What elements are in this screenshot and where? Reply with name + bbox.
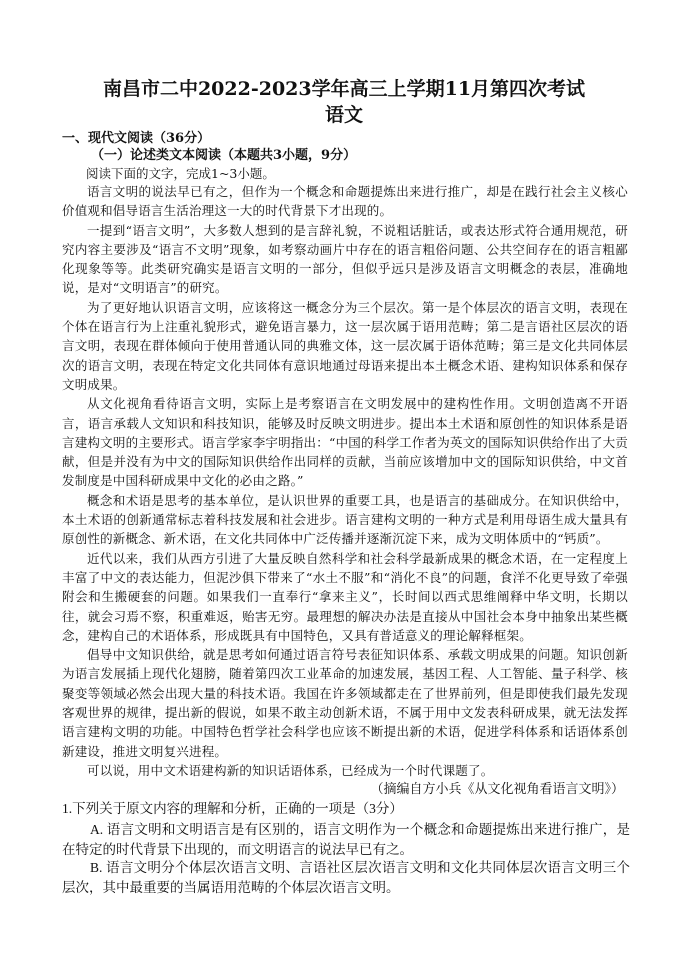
subject-title: 语文 bbox=[324, 104, 363, 126]
passage-paragraph: 概念和术语是思考的基本单位，是认识世界的重要工具，也是语言的基础成分。在知识供给中，本土术语的创新通常标志着科技发展和社会进步。语言建构文明的一种方式是利用母语生成大量具有原创性的新概念、新术语，在文化共同体中广泛传播并逐渐沉淀下来，成为文明体质中的“钙质”。 bbox=[62, 492, 628, 547]
option-b: B. 语言文明分个体层次语言文明、言语社区层次语言文明和文化共同体层次语言文明三个层次，其中最重要的当属语用范畴的个体层次语言文明。 bbox=[62, 860, 630, 895]
reading-instruction: 阅读下面的文字，完成1~3小题。 bbox=[86, 166, 275, 181]
passage-paragraph: 为了更好地认识语言文明，应该将这一概念分为三个层次。第一是个体层次的语言文明，表现在个体在语言行为上注重礼貌形式，避免语言暴力，这一层次属于语用范畴；第二是言语社区层次的语言文明，表现在群体倾向于使用普通认同的典雅文体，这一层次属于语体范畴；第三是文化共同体层次的语言文明，表现在特定文化共同体有意识地通过母语来提出本土概念术语、建构知识体系和保存文明成果。 bbox=[62, 299, 628, 392]
passage-paragraph: 从文化视角看待语言文明，实际上是考察语言在文明发展中的建构性作用。文明创造离不开语言，语言承载人文知识和科技知识，能够及时反映文明进步。提出本土术语和原创性的知识体系是语言建构文明的主要形式。语言学家李宇明指出：“中国的科学工作者为英文的国际知识供给作出了大贡献，但是并没有为中文的国际知识供给作出同样的贡献，当前应该增加中文的国际知识供给，中文首发制度是中国科研成果中文化的必由之路。” bbox=[62, 396, 628, 489]
passage-paragraph: 倡导中文知识供给，就是思考如何通过语言符号表征知识体系、承载文明成果的问题。知识创新为语言发展插上现代化翅膀，随着第四次工业革命的加速发展，基因工程、人工智能、量子科学、核聚变等领域必然会出现大量的科技术语。我国在许多领域都走在了世界前列，但是即使我们最先发现客观世界的规律，提出新的假说，如果不敢主动创新术语，不属于用中文发表科研成果，就无法发挥语言建构文明的功能。中国特色哲学社会科学也应该不断提出新的术语，促进学科体系和话语体系创新建设，推进文明复兴进程。 bbox=[62, 647, 628, 759]
passage-paragraph: 语言文明的说法早已有之，但作为一个概念和命题提炼出来进行推广，却是在践行社会主义核心价值观和倡导语言生活治理这一大的时代背景下才出现的。 bbox=[62, 184, 628, 219]
option-a: A. 语言文明和文明语言是有区别的，语言文明作为一个概念和命题提炼出来进行推广，是在特定的时代背景下出现的，而文明语言的说法早已有之。 bbox=[62, 822, 630, 857]
subsection-heading: （一）论述类文本阅读（本题共3小题，9分） bbox=[91, 148, 357, 163]
passage-body bbox=[62, 182, 628, 780]
passage-paragraph: 近代以来，我们从西方引进了大量反映自然科学和社会科学最新成果的概念术语，在一定程度上丰富了中文的表达能力，但泥沙俱下带来了“水土不服”和“消化不良”的问题，食洋不化更导致了牵强附会和生搬硬套的问题。如果我们一直奉行“拿来主义”，长时间以西式思维阐释中华文明，长期以往，就会习焉不察，积重难返，贻害无穷。最理想的解决办法是直接从中国社会本身中抽象出某些概念，建构自己的术语体系，形成既具有中国特色，又具有普适意义的理论解释框架。 bbox=[62, 550, 628, 643]
section-heading: 一、现代文阅读（36分） bbox=[62, 131, 211, 146]
passage-paragraph: 一提到“语言文明”，大多数人想到的是言辞礼貌，不说粗话脏话，或表达形式符合通用规范，研究内容主要涉及“语言不文明”现象，如考察动画片中存在的语言粗俗问题、公共空间存在的语言粗鄙化现象等等。此类研究确实是语言文明的一部分，但似乎远只是涉及语言文明概念的表层，准确地说，是对“文明语言”的研究。 bbox=[62, 222, 628, 296]
question-stem: 1.下列关于原文内容的理解和分析，正确的一项是（3分） bbox=[62, 801, 403, 816]
passage-paragraph: 可以说，用中文术语建构新的知识话语体系，已经成为一个时代课题了。 bbox=[87, 762, 494, 778]
passage-source: （摘编自方小兵《从文化视角看语言文明》） bbox=[370, 782, 624, 797]
exam-title: 南昌市二中2022-2023学年高三上学期11月第四次考试 bbox=[102, 78, 586, 100]
